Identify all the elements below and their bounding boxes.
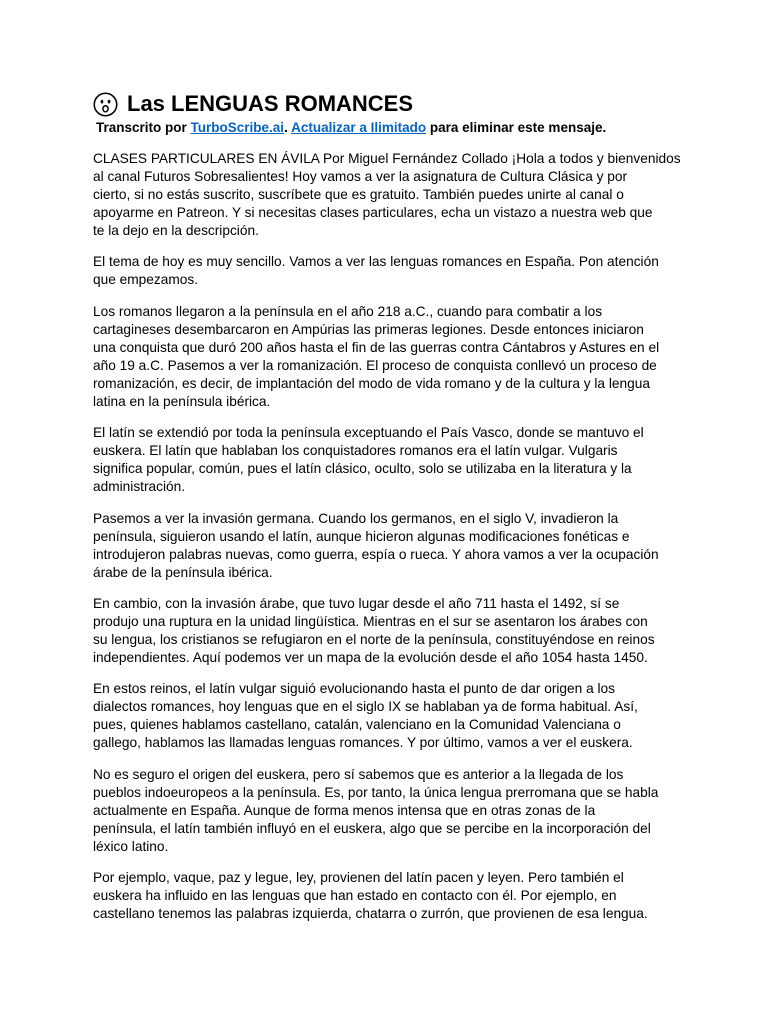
- paragraph-line: cierto, si no estás suscrito, suscríbete que es gratuito. También puedes unirte al canal o: [93, 187, 624, 202]
- document-title: Las LENGUAS ROMANCES: [127, 91, 414, 116]
- paragraph-line: En cambio, con la invasión árabe, que tuvo lugar desde el año 711 hasta el 1492, sí se: [93, 595, 620, 611]
- paragraph-line: apoyarme en Patreon. Y si necesitas clases particulares, echa un vistazo a nuestra web que: [93, 205, 653, 220]
- paragraph-line: léxico latino.: [93, 838, 169, 854]
- paragraph-line: administración.: [93, 479, 186, 495]
- paragraph: [93, 303, 733, 411]
- paragraph-line: te la dejo en la descripción.: [93, 223, 259, 238]
- paragraph-line: península, siguieron usando el latín, aunque hicieron algunas modificaciones fonéticas e: [93, 528, 630, 544]
- paragraph-line: euskera. El latín que hablaban los conquistadores romanos era el latín vulgar. Vulgaris: [93, 443, 618, 459]
- paragraph-line: independientes. Aquí podemos ver un mapa de la evolución desde el año 1054 hasta 1450.: [93, 649, 648, 665]
- paragraph-line: árabe de la península ibérica.: [93, 564, 273, 580]
- paragraph-line: al canal Futuros Sobresalientes! Hoy vamos a ver la asignatura de Cultura Clásica y por: [93, 169, 628, 184]
- paragraph-line: dialectos romances, hoy lenguas que en el siglo IX se hablaban ya de forma habitual. Así,: [93, 699, 638, 715]
- transcription-notice: [96, 119, 733, 137]
- paragraph: [93, 680, 733, 752]
- paragraph-line: No es seguro el origen del euskera, pero sí sabemos que es anterior a la llegada de los: [93, 766, 624, 782]
- upgrade-unlimited-link[interactable]: Actualizar a Ilimitado: [291, 120, 427, 135]
- surprised-face-icon: [93, 92, 118, 117]
- paragraph-line: año 19 a.C. Pasemos a ver la romanización. El proceso de conquista conllevó un proceso de: [93, 357, 657, 373]
- paragraph-line: El tema de hoy es muy sencillo. Vamos a ver las lenguas romances en España. Pon atención: [93, 254, 659, 270]
- paragraph-line: El latín se extendió por toda la península exceptuando el País Vasco, donde se mantuvo el: [93, 425, 644, 441]
- paragraph: [93, 595, 733, 667]
- document-body: [93, 150, 733, 923]
- paragraph-line: cartagineses desembarcaron en Ampúrias las primeras legiones. Desde entonces iniciaron: [93, 321, 644, 337]
- paragraph: [93, 150, 733, 240]
- paragraph-line: actualmente en España. Aunque de forma menos intensa que en otras zonas de la: [93, 802, 596, 818]
- paragraph-line: En estos reinos, el latín vulgar siguió evolucionando hasta el punto de dar origen a los: [93, 681, 615, 697]
- paragraph-line: península, el latín también influyó en el euskera, algo que se percibe en la incorporación del: [93, 820, 651, 836]
- paragraph-line: Los romanos llegaron a la península en el año 218 a.C., cuando para combatir a los: [93, 303, 603, 319]
- paragraph-line: romanización, es decir, de implantación del modo de vida romano y de la cultura y la lengua: [93, 375, 650, 391]
- paragraph-line: su lengua, los cristianos se refugiaron en el norte de la península, constituyéndose en reinos: [93, 631, 655, 647]
- paragraph: [93, 869, 733, 923]
- paragraph-line: que empezamos.: [93, 272, 198, 288]
- paragraph-line: una conquista que duró 200 años hasta el fin de las guerras contra Cántabros y Astures en el: [93, 339, 660, 355]
- paragraph-line: introdujeron palabras nuevas, como guerra, espía o rueca. Y ahora vamos a ver la ocupación: [93, 546, 659, 562]
- paragraph-line: gallego, hablamos las llamadas lenguas romances. Y por último, vamos a ver el euskera.: [93, 735, 633, 751]
- paragraph-line: Por ejemplo, vaque, paz y legue, ley, provienen del latín pacen y leyen. Pero también el: [93, 870, 624, 886]
- paragraph-line: produjo una ruptura en la unidad lingüística. Mientras en el sur se asentaron los árabes con: [93, 613, 648, 629]
- notice-separator: .: [284, 120, 292, 135]
- paragraph-line: significa popular, común, pues el latín clásico, oculto, solo se utilizaba en la literatura y la: [93, 461, 632, 477]
- paragraph-line: pueblos indoeuropeos a la península. Es, por tanto, la única lengua prerromana que se habla: [93, 784, 659, 800]
- notice-prefix: Transcrito por: [96, 120, 191, 135]
- paragraph: [93, 424, 733, 496]
- paragraph-line: euskera ha influido en las lenguas que han estado en contacto con él. Por ejemplo, en: [93, 888, 617, 904]
- paragraph: [93, 510, 733, 582]
- paragraph: [93, 766, 733, 856]
- paragraph: [93, 253, 733, 289]
- paragraph-line: castellano tenemos las palabras izquierda, chatarra o zurrón, que provienen de esa lengua.: [93, 906, 648, 922]
- title-row: [93, 91, 733, 117]
- turboscribe-link[interactable]: TurboScribe.ai: [190, 120, 285, 135]
- document-content: [93, 91, 733, 937]
- paragraph-line: pues, quienes hablamos castellano, catalán, valenciano en la Comunidad Valenciana o: [93, 717, 621, 733]
- paragraph-line: CLASES PARTICULARES EN ÁVILA Por Miguel Fernández Collado ¡Hola a todos y bienvenidos: [93, 151, 681, 166]
- paragraph-line: latina en la península ibérica.: [93, 393, 271, 409]
- notice-suffix: para eliminar este mensaje.: [426, 120, 607, 135]
- paragraph-line: Pasemos a ver la invasión germana. Cuando los germanos, en el siglo V, invadieron la: [93, 510, 619, 526]
